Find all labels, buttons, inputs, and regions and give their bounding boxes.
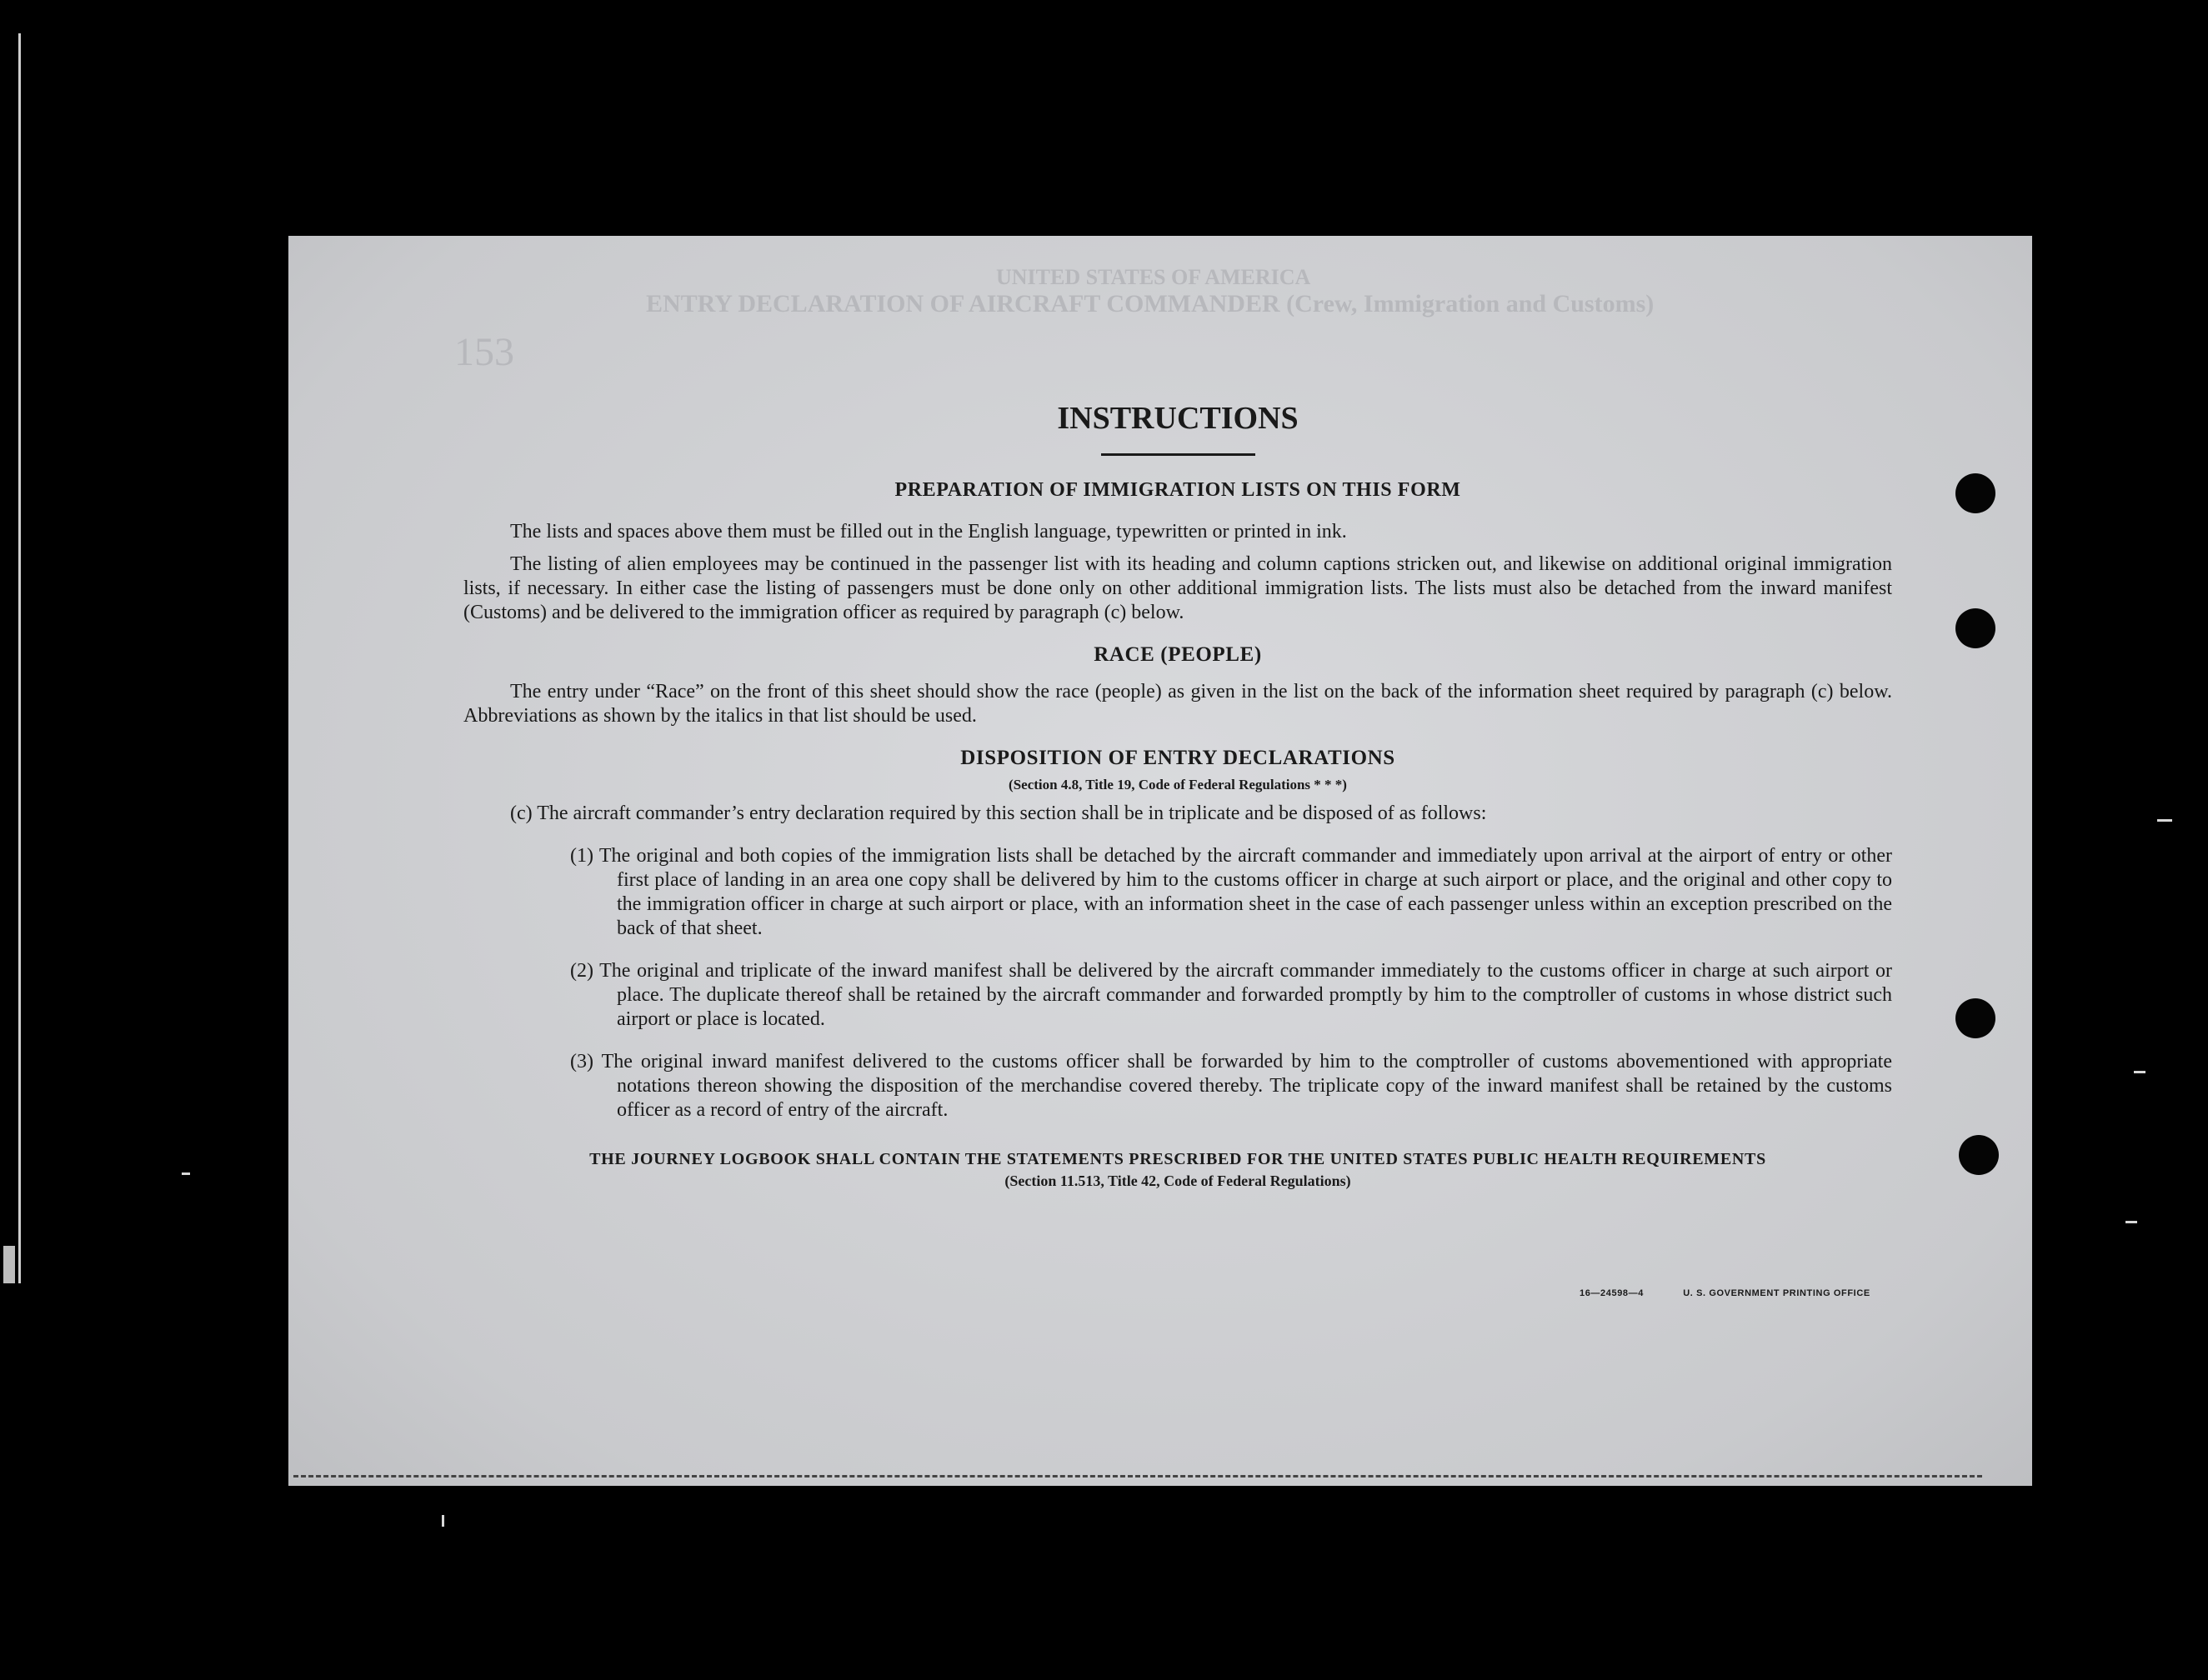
print-code: 16—24598—4 bbox=[1580, 1288, 1644, 1298]
margin-mark bbox=[2125, 1221, 2137, 1223]
punch-hole bbox=[1955, 473, 1995, 513]
perforation-line bbox=[293, 1475, 1982, 1478]
bleed-through-header: UNITED STATES OF AMERICA bbox=[996, 265, 1311, 289]
instructions-body bbox=[463, 400, 1892, 1190]
bleed-through-title: ENTRY DECLARATION OF AIRCRAFT COMMANDER (Crew, Immigration and Customs) bbox=[646, 290, 1655, 318]
preparation-heading: PREPARATION OF IMMIGRATION LISTS ON THIS FORM bbox=[894, 479, 1461, 501]
title-underline bbox=[1101, 453, 1255, 456]
punch-hole bbox=[1955, 998, 1995, 1038]
preparation-paragraph-1: The lists and spaces above them must be filled out in the English language, typewritten or printed in ink. bbox=[510, 521, 1347, 542]
disposition-item-2: (2) The original and triplicate of the inward manifest shall be delivered by the aircraft commander immediately to the customs officer in charge at such airport or place. The duplicate thereof shall be retained by the aircraft commander and forwarded promptly by him to the comptroller of customs in whose district such airport or place is located. bbox=[570, 960, 1892, 1030]
printer-name: U. S. GOVERNMENT PRINTING OFFICE bbox=[1683, 1288, 1870, 1298]
disposition-heading: DISPOSITION OF ENTRY DECLARATIONS bbox=[960, 747, 1395, 769]
disposition-item-3: (3) The original inward manifest delivered to the customs officer shall be forwarded by him to the comptroller of customs abovementioned with appropriate notations thereon showing the disposition of the merchandise covered thereby. The triplicate copy of the inward manifest shall be retained by the customs officer as a record of entry of the aircraft. bbox=[570, 1051, 1892, 1121]
disposition-item-1: (1) The original and both copies of the immigration lists shall be detached by the aircraft commander and immediately upon arrival at the airport of entry or other first place of landing in an area one copy shall be delivered by him to the customs officer in charge at such airport or place, and the original and other copy to the immigration officer in charge at such airport or place, with an information sheet in the case of each passenger unless within an exception prescribed on the back of that sheet. bbox=[570, 845, 1892, 939]
printing-office-line bbox=[1580, 1288, 1870, 1298]
punch-hole bbox=[1959, 1135, 1999, 1175]
disposition-citation: (Section 4.8, Title 19, Code of Federal Regulations * * *) bbox=[1009, 777, 1347, 792]
margin-mark bbox=[442, 1515, 444, 1527]
margin-mark bbox=[2134, 1071, 2145, 1073]
preparation-paragraph-2: The listing of alien employees may be continued in the passenger list with its heading and column captions stricken out, and likewise on additional original immigration lists, if necessary. In either case the listing of passengers must be done only on other additional immigration lists. The lists must also be detached from the inward manifest (Customs) and be delivered to the immigration officer as required by paragraph (c) below. bbox=[463, 553, 1892, 623]
scanner-edge-line bbox=[18, 33, 21, 1283]
disposition-intro: (c) The aircraft commander’s entry declaration required by this section shall be in triplicate and be disposed of as follows: bbox=[510, 802, 1487, 824]
punch-hole bbox=[1955, 608, 1995, 648]
page-title: INSTRUCTIONS bbox=[1057, 401, 1299, 436]
bleed-through-number: 153 bbox=[454, 330, 514, 374]
scanner-edge-mark bbox=[3, 1246, 15, 1283]
logbook-citation: (Section 11.513, Title 42, Code of Federal Regulations) bbox=[1004, 1172, 1351, 1189]
race-heading: RACE (PEOPLE) bbox=[1094, 643, 1262, 666]
logbook-statement: THE JOURNEY LOGBOOK SHALL CONTAIN THE STATEMENTS PRESCRIBED FOR THE UNITED STATES PUBLIC HEALTH REQUIREMENTS bbox=[589, 1150, 1766, 1168]
margin-mark bbox=[2157, 819, 2172, 822]
race-paragraph: The entry under “Race” on the front of this sheet should show the race (people) as given in the list on the back of the information sheet required by paragraph (c) below. Abbreviations as shown by the italics in that list should be used. bbox=[463, 681, 1892, 727]
margin-mark bbox=[182, 1172, 190, 1175]
